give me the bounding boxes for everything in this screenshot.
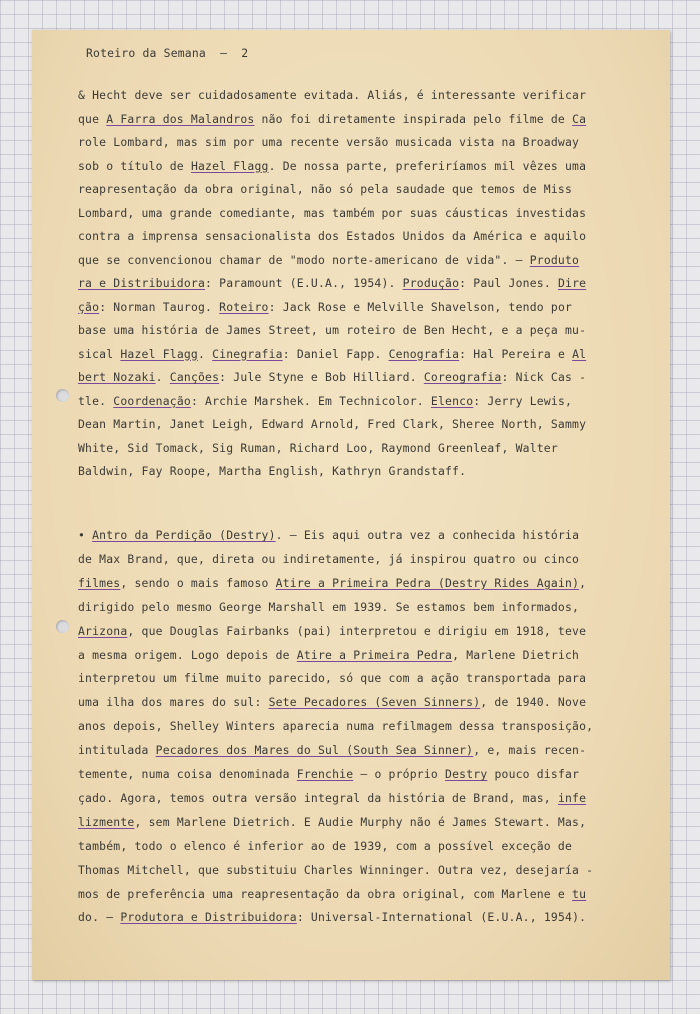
text-run: , xyxy=(579,575,587,590)
text-run: : Archie Marshek. Em Technicolor. xyxy=(190,393,431,408)
text-run: que se convencionou chamar de "modo norte-americano de vida". — xyxy=(78,252,530,267)
underlined-text: Produto xyxy=(529,252,580,267)
text-line xyxy=(78,815,586,829)
underlined-text: Hazel Flagg xyxy=(120,346,198,361)
text-run: contra a imprensa sensacionalista dos Estados Unidos da América e aquilo xyxy=(78,229,587,243)
text-line xyxy=(78,648,579,662)
text-run: , sendo o mais famoso xyxy=(120,575,276,590)
page-header: Roteiro da Semana — 2 xyxy=(86,46,249,60)
text-run: Baldwin, Fay Roope, Martha English, Kathryn Grandstaff. xyxy=(78,464,467,478)
text-line xyxy=(78,135,579,149)
text-run: , de 1940. Nove xyxy=(480,695,587,710)
text-line xyxy=(78,624,586,638)
underlined-text: Produtora e Distribuidora xyxy=(120,910,297,925)
text-line xyxy=(78,229,586,243)
text-line xyxy=(78,206,586,220)
text-run: , sem Marlene Dietrich. E Audie Murphy não é James Stewart. Mas, xyxy=(134,814,587,829)
underlined-text: ção xyxy=(78,299,100,314)
underlined-text: Atire a Primeira Pedra (Destry Rides Again) xyxy=(275,575,580,590)
underlined-text: Dire xyxy=(557,276,587,290)
text-line xyxy=(78,671,586,685)
underlined-text: Sete Pecadores (Seven Sinners) xyxy=(268,695,481,710)
underlined-text: infe xyxy=(557,790,587,805)
text-line xyxy=(78,182,572,196)
text-line xyxy=(78,370,586,384)
text-run: White, Sid Tomack, Sig Ruman, Richard Loo, Raymond Greenleaf, Walter xyxy=(78,440,558,455)
underlined-text: Frenchie xyxy=(296,767,354,781)
text-run: • xyxy=(78,528,93,542)
text-run: : Paul Jones. xyxy=(459,276,558,290)
underlined-text: Coreografia xyxy=(423,370,502,384)
underlined-text: tu xyxy=(572,886,587,901)
underlined-text: lizmente xyxy=(78,814,135,829)
text-run: interpretou um filme muito parecido, só que com a ação transportada para xyxy=(78,671,587,686)
text-run: não foi diretamente inspirada pelo filme de xyxy=(254,111,573,126)
text-run: Thomas Mitchell, que substituiu Charles Winninger. Outra vez, desejaría - xyxy=(78,862,594,877)
text-line xyxy=(78,767,579,781)
text-line xyxy=(78,863,593,877)
underlined-text: Destry xyxy=(445,767,488,781)
text-run: çado. Agora, temos outra versão integral da história de Brand, mas, xyxy=(78,790,558,805)
text-run: : Universal-International (E.U.A., 1954). xyxy=(296,910,587,925)
underlined-text: Elenco xyxy=(430,393,474,408)
text-line xyxy=(78,88,586,102)
text-line xyxy=(78,300,572,314)
text-run: a mesma origem. Logo depois de xyxy=(78,647,297,662)
text-run: sob o título de xyxy=(78,158,191,173)
underlined-text: A Farra dos Malandros xyxy=(106,111,255,126)
text-line xyxy=(78,695,586,709)
underlined-text: Pecadores dos Mares do Sul (South Sea Sinner) xyxy=(155,743,474,758)
text-run: temente, numa coisa denominada xyxy=(78,767,297,781)
text-run: pouco disfar xyxy=(487,767,580,781)
punch-hole xyxy=(56,389,69,402)
text-line xyxy=(78,576,586,590)
text-run: : Norman Taurog. xyxy=(99,299,220,314)
underlined-text: Produção xyxy=(402,276,460,290)
text-run: . xyxy=(155,370,170,384)
text-run: também, todo o elenco é inferior ao de 1939, com a possível exceção de xyxy=(78,838,573,853)
text-run: . xyxy=(198,346,213,361)
text-run: : Jerry Lewis, xyxy=(473,393,573,408)
text-run: : Jack Rose e Melville Shavelson, tendo por xyxy=(268,299,573,314)
text-line xyxy=(78,347,586,361)
text-run: tle. xyxy=(78,393,114,408)
text-line xyxy=(78,552,579,566)
text-line xyxy=(78,743,586,757)
punch-hole xyxy=(56,620,69,633)
text-run: mos de preferência uma reapresentação da obra original, com Marlene e xyxy=(78,886,573,901)
text-line xyxy=(78,464,466,478)
text-run: : Hal Pereira e xyxy=(459,346,573,361)
text-run: anos depois, Shelley Winters aparecia numa refilmagem dessa transposição, xyxy=(78,719,594,734)
text-line xyxy=(78,910,586,924)
text-line xyxy=(78,112,586,126)
underlined-text: Coordenação xyxy=(113,393,191,408)
text-run: : Jule Styne e Bob Hilliard. xyxy=(219,370,424,384)
text-run: : Daniel Fapp. xyxy=(282,346,389,361)
text-run: Dean Martin, Janet Leigh, Edward Arnold, Fred Clark, Sheree North, Sammy xyxy=(78,417,587,431)
text-run: & Hecht deve ser cuidadosamente evitada. Aliás, é interessante verificar xyxy=(78,88,587,102)
text-line xyxy=(78,276,586,290)
underlined-text: Canções xyxy=(169,370,220,384)
text-line xyxy=(78,839,572,853)
text-run: Lombard, uma grande comediante, mas também por suas cáusticas investidas xyxy=(78,205,587,220)
text-run: , e, mais recen- xyxy=(473,743,587,758)
text-line xyxy=(78,719,593,733)
text-run: . — Eis aqui outra vez a conhecida história xyxy=(275,528,580,542)
text-run: : Nick Cas - xyxy=(501,370,587,384)
underlined-text: Roteiro xyxy=(219,299,269,314)
text-run: dirigido pelo mesmo George Marshall em 1939. Se estamos bem informados, xyxy=(78,599,580,614)
text-line xyxy=(78,394,572,408)
text-line xyxy=(78,417,586,431)
text-run: do. — xyxy=(78,910,121,925)
text-run: , Marlene Dietrich xyxy=(452,647,580,662)
text-run: — o próprio xyxy=(353,767,446,781)
underlined-text: Atire a Primeira Pedra xyxy=(296,647,453,662)
underlined-text: ra e Distribuidora xyxy=(78,276,206,290)
text-line xyxy=(78,323,586,337)
underlined-text: Antro da Perdição (Destry) xyxy=(92,528,276,542)
text-run: role Lombard, mas sim por uma recente versão musicada vista na Broadway xyxy=(78,135,580,149)
underlined-text: Cinegrafia xyxy=(212,346,283,361)
underlined-text: Cenografia xyxy=(388,346,460,361)
text-run: uma ilha dos mares do sul: xyxy=(78,695,269,710)
text-run: : Paramount (E.U.A., 1954). xyxy=(205,276,403,290)
text-line xyxy=(78,600,579,614)
text-line xyxy=(78,253,579,267)
text-run: sical xyxy=(78,346,121,361)
underlined-text: Arizona xyxy=(78,623,128,638)
text-run: intitulada xyxy=(78,743,156,758)
underlined-text: bert Nozaki xyxy=(78,370,156,384)
underlined-text: Hazel Flagg xyxy=(190,158,269,173)
text-line xyxy=(78,791,586,805)
text-line xyxy=(78,159,586,173)
underlined-text: Ca xyxy=(572,111,587,126)
text-run: . De nossa parte, preferiríamos mil vêzes uma xyxy=(268,158,587,173)
text-line xyxy=(78,887,586,901)
text-run: base uma história de James Street, um roteiro de Ben Hecht, e a peça mu- xyxy=(78,323,587,337)
text-line xyxy=(78,528,579,542)
underlined-text: filmes xyxy=(78,575,121,590)
text-run: que xyxy=(78,111,107,126)
text-line xyxy=(78,441,558,455)
text-run: , que Douglas Fairbanks (pai) interpretou e dirigiu em 1918, teve xyxy=(127,623,587,638)
text-run: de Max Brand, que, direta ou indiretamente, já inspirou quatro ou cinco xyxy=(78,551,580,566)
text-run: reapresentação da obra original, não só pela saudade que temos de Miss xyxy=(78,182,573,196)
underlined-text: Al xyxy=(572,346,587,361)
